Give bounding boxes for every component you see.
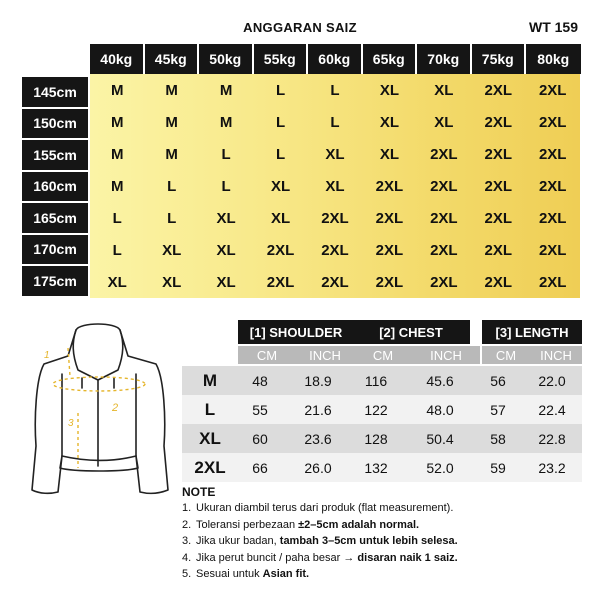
size-grid-cell: L [330,81,340,99]
weight-header-cell: 55kg [254,44,309,74]
height-header-cell: 160cm [22,172,88,202]
size-grid-cell: 2XL [266,241,295,259]
size-grid-cell: 2XL [538,241,567,259]
measurement-row [182,366,582,395]
note-title: NOTE [182,485,216,499]
measurement-value: 23.6 [304,430,332,447]
note-item [182,517,458,534]
size-grid-cell: 2XL [375,177,404,195]
size-grid-cell: L [167,209,177,227]
size-grid-row [90,138,580,170]
chart-title: ANGGARAN SAIZ [243,20,357,35]
size-grid-cell: XL [325,145,345,163]
size-grid-cell: XL [216,273,236,291]
unit-subheader: INCH [296,346,354,364]
height-header-cell: 145cm [22,77,88,107]
size-grid-cell: 2XL [538,81,567,99]
size-grid-row [90,202,580,234]
size-grid-cell: 2XL [484,273,513,291]
measurement-value: 23.2 [538,459,566,476]
size-grid-row [90,170,580,202]
measurement-value: 45.6 [426,372,454,389]
note-item [182,533,458,550]
weight-header-cell: 60kg [308,44,363,74]
measurement-value: 21.6 [304,401,332,418]
height-header-cell: 175cm [22,266,88,296]
size-grid-cell: 2XL [538,209,567,227]
measurement-value: 116 [364,372,388,389]
jacket-outline-icon [32,324,168,493]
size-grid-cell: M [110,145,124,163]
note-text: Jika ukur badan, tambah 3–5cm untuk lebih selesa. [196,535,458,547]
size-grid-cell: M [219,81,233,99]
height-header-cell: 165cm [22,203,88,233]
size-grid-cell: L [275,81,286,99]
note-number: 2. [182,518,192,531]
size-grid-cell: 2XL [321,209,349,227]
measurement-row [182,424,582,453]
size-grid-cell: 2XL [538,177,567,195]
diagram-label-2: 2 [112,402,119,414]
size-grid-cell: L [112,241,122,259]
height-header-cell: 150cm [22,109,88,139]
size-grid-cell: XL [325,177,345,195]
measure-lines [53,348,145,468]
measurement-value: 22.8 [538,430,566,447]
size-grid-cell: L [112,209,122,227]
size-grid-cell: M [110,81,124,99]
measurement-value: 56 [490,372,506,389]
size-grid-cell: XL [270,177,291,195]
size-grid-row [90,266,580,298]
weight-header-row [90,44,581,74]
size-grid-cell: L [330,113,340,131]
unit-subheader: INCH [530,346,582,364]
note-item [182,500,458,517]
size-grid-cell: M [165,145,178,163]
size-grid-cell: 2XL [375,209,404,227]
size-grid-cell: 2XL [538,113,567,131]
weight-header-cell: 50kg [199,44,254,74]
weight-header-cell: 70kg [417,44,472,74]
note-number: 1. [182,502,192,514]
size-grid-cell: 2XL [321,241,349,259]
measurement-size-label: XL [199,428,221,448]
size-grid-cell: M [110,177,124,195]
measurement-value: 48.0 [426,401,454,418]
size-grid-row [90,234,580,266]
measurement-row [182,453,582,482]
size-grid-cell: 2XL [430,273,458,291]
measurement-value: 55 [252,401,268,418]
size-grid-cell: 2XL [538,273,567,291]
size-grid-cell: 2XL [484,241,513,259]
size-grid-row [90,106,580,138]
measurement-group-header: [1] SHOULDER [238,320,354,344]
unit-subheader: CM [482,346,530,364]
size-grid-cell: XL [107,273,127,291]
measurement-value: 26.0 [304,459,332,476]
size-grid-cell: 2XL [375,273,404,291]
size-grid-cell: M [110,113,124,131]
size-grid-cell: XL [379,145,399,163]
unit-subheader: CM [238,346,296,364]
size-grid-cell: 2XL [430,241,458,259]
size-grid-cell: 2XL [321,273,349,291]
weight-header-cell: 40kg [90,44,145,74]
measurement-value: 122 [364,401,388,418]
measurement-value: 132 [364,459,388,476]
size-grid-cell: XL [216,209,236,227]
size-grid-cell: XL [434,81,454,99]
measurement-size-label: M [202,370,218,390]
note-item [182,550,458,567]
weight-header-cell: 75kg [472,44,527,74]
measurement-value: 52.0 [426,459,454,476]
size-grid-cell: L [221,177,231,195]
measurement-group-header: [2] CHEST [352,320,470,344]
height-header-cell: 170cm [22,235,88,265]
notes-list [182,500,458,583]
note-item [182,566,458,583]
size-grid-cell: XL [162,241,182,259]
weight-header-cell: 80kg [526,44,581,74]
size-grid-cell: L [167,177,177,195]
measurement-size-label: L [204,399,216,419]
note-text: Ukuran diambil terus dari produk (flat measurement). [196,502,454,514]
size-grid-cell: XL [379,113,399,131]
size-grid-cell: XL [434,113,454,131]
measurement-size-label: 2XL [194,457,226,477]
note-emphasis: Asian fit. [262,568,310,580]
size-grid-cell: XL [379,81,399,99]
unit-subheader: CM [354,346,412,364]
product-code: WT 159 [528,19,578,35]
size-grid-cell: 2XL [484,177,513,195]
note-emphasis: ±2–5cm adalah normal. [298,518,420,531]
size-grid-cell: M [165,81,178,99]
size-grid-cell: 2XL [484,81,513,99]
measurement-value: 58 [490,430,506,447]
size-grid-cell: M [165,113,178,131]
note-text: Jika perut buncit / paha besar → disaran naik 1 saiz. [196,551,458,564]
note-text: Toleransi perbezaan ±2–5cm adalah normal. [196,518,420,531]
size-grid-cell: 2XL [430,145,458,163]
note-emphasis: → disaran naik 1 saiz. [343,551,458,564]
height-header-cell: 155cm [22,140,88,170]
size-grid-body [90,74,580,298]
size-grid-cell: 2XL [484,145,513,163]
note-text: Sesuai untuk Asian fit. [196,568,310,580]
size-grid-cell: 2XL [484,209,513,227]
note-number: 3. [182,535,192,547]
measurement-value: 128 [364,430,388,447]
note-number: 4. [182,551,192,564]
measurement-value: 22.0 [538,372,566,389]
weight-header-cell: 65kg [363,44,418,74]
size-grid-cell: XL [270,209,291,227]
size-grid-cell: 2XL [266,273,295,291]
measurement-value: 48 [252,372,268,389]
note-number: 5. [182,568,192,580]
height-header-column [22,77,88,298]
size-grid-cell: M [219,113,233,131]
size-grid-cell: L [221,145,231,163]
measurement-value: 57 [490,401,506,418]
size-grid-cell: L [275,145,286,163]
size-grid-cell: 2XL [430,177,458,195]
weight-header-cell: 45kg [145,44,200,74]
size-grid-cell: 2XL [430,209,458,227]
measurement-value: 59 [490,459,506,476]
diagram-label-3: 3 [68,418,74,429]
note-emphasis: tambah 3–5cm untuk lebih selesa. [279,535,458,547]
size-grid-cell: 2XL [375,241,404,259]
size-grid-cell: XL [162,273,182,291]
measurement-row [182,395,582,424]
size-grid-cell: 2XL [484,113,513,131]
measurement-value: 60 [252,430,268,447]
unit-subheader: INCH [412,346,480,364]
size-grid-row [90,74,580,106]
size-grid-cell: L [275,113,286,131]
jacket-diagram [28,318,188,503]
size-grid-cell: 2XL [538,145,567,163]
measurement-value: 66 [252,459,268,476]
measurement-group-header: [3] LENGTH [482,320,582,344]
diagram-label-1: 1 [44,350,50,361]
measurement-value: 18.9 [304,372,332,389]
measurement-value: 22.4 [538,401,566,418]
measurement-value: 50.4 [426,430,454,447]
size-grid-cell: XL [216,241,236,259]
